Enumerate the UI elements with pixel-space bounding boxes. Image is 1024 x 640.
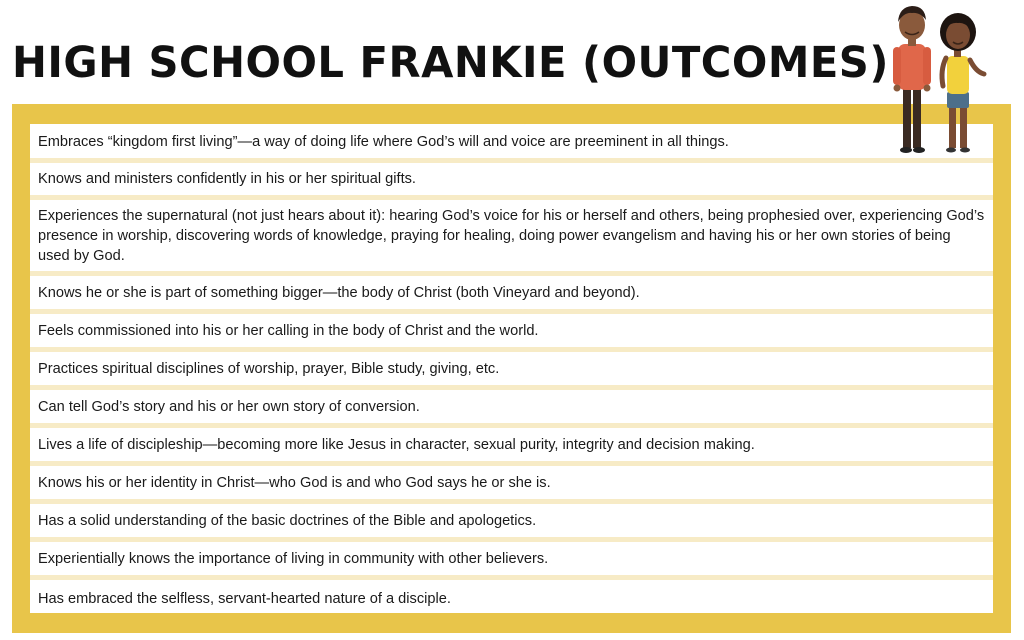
outcome-text: Practices spiritual disciplines of worship, prayer, Bible study, giving, etc. <box>38 360 500 377</box>
outcome-text: Experientially knows the importance of living in community with other believers. <box>38 550 549 567</box>
students-icon <box>884 0 994 156</box>
outcome-text: Knows and ministers confidently in his or her spiritual gifts. <box>38 171 416 187</box>
outcome-text: Has a solid understanding of the basic doctrines of the Bible and apologetics. <box>38 512 537 529</box>
outcome-text: Embraces “kingdom first living”—a way of doing life where God’s will and voice are preeminent in all things. <box>38 134 729 150</box>
outcome-text: Feels commissioned into his or her calling in the body of Christ and the world. <box>38 322 539 339</box>
outcome-item-9 <box>30 466 993 504</box>
boy-figure <box>893 6 931 153</box>
outcome-item-1 <box>30 126 993 163</box>
outcome-text: Can tell God’s story and his or her own story of conversion. <box>38 398 420 415</box>
girl-figure <box>940 13 984 153</box>
outcome-text: Has embraced the selfless, servant-hearted nature of a disciple. <box>38 591 451 607</box>
outcome-item-12 <box>30 580 993 618</box>
outcome-text: Knows his or her identity in Christ—who God is and who God says he or she is. <box>38 474 551 491</box>
page-title: HIGH SCHOOL FRANKIE (OUTCOMES) <box>12 38 889 88</box>
outcome-item-7 <box>30 390 993 428</box>
outcomes-list <box>30 124 993 613</box>
outcome-item-5 <box>30 314 993 352</box>
outcome-item-3 <box>30 200 993 276</box>
outcome-item-11 <box>30 542 993 580</box>
outcome-text: Lives a life of discipleship—becoming more like Jesus in character, sexual purity, integrity and decision making. <box>38 436 755 453</box>
two-students-illustration <box>884 0 994 156</box>
outcome-text: Experiences the supernatural (not just hears about it): hearing God’s voice for his or herself and others, being prophesied over, experiencing God’s presence in worship, discovering words of knowledge, praying for healing, doing power evangelism and having his or her own stories of being used by God. <box>38 207 985 264</box>
outcome-item-8 <box>30 428 993 466</box>
outcome-item-2 <box>30 163 993 200</box>
outcome-item-10 <box>30 504 993 542</box>
outcome-item-4 <box>30 276 993 314</box>
outcome-text: Knows he or she is part of something bigger—the body of Christ (both Vineyard and beyond). <box>38 284 640 301</box>
outcome-item-6 <box>30 352 993 390</box>
